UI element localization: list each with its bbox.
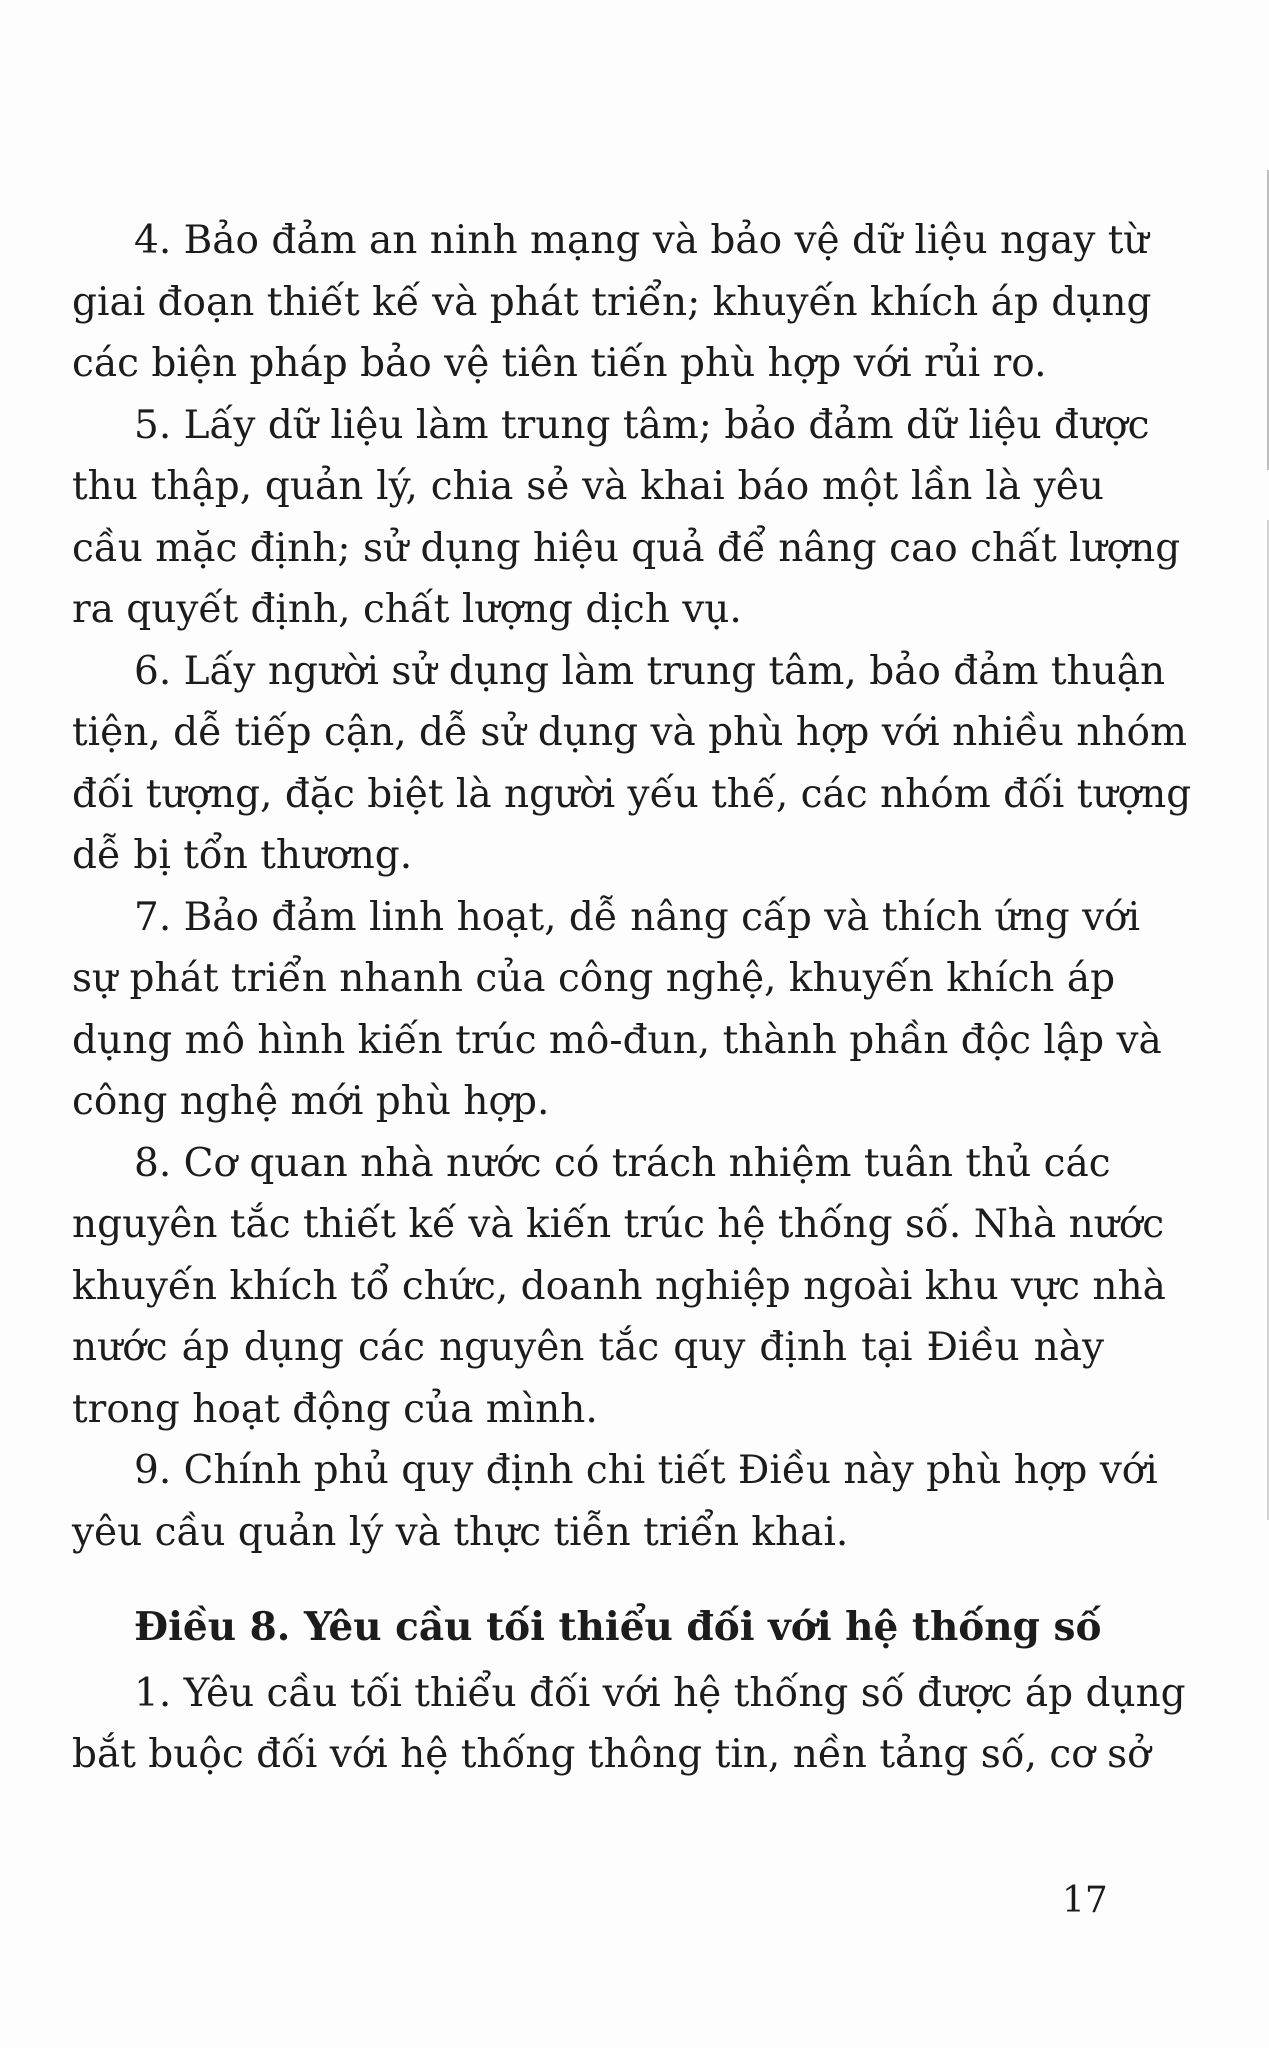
paragraph-article-8-item-1 [72, 1663, 1186, 1786]
text-line: công nghệ mới phù hợp. [72, 1079, 550, 1124]
text-line: thu thập, quản lý, chia sẻ và khai báo một lần là yêu [72, 464, 1104, 509]
text-line: giai đoạn thiết kế và phát triển; khuyến khích áp dụng [72, 279, 1152, 325]
text-line: khuyến khích tổ chức, doanh nghiệp ngoài khu vực nhà [72, 1263, 1166, 1309]
body-text [72, 210, 1192, 1786]
text-line: dụng mô hình kiến trúc mô-đun, thành phần độc lập và [72, 1017, 1162, 1063]
paragraph-item-8 [72, 1133, 1166, 1441]
paragraph-item-9 [72, 1440, 1158, 1563]
paragraph-item-5 [72, 395, 1181, 641]
text-line: ra quyết định, chất lượng dịch vụ. [72, 587, 742, 632]
paragraph-item-7 [72, 887, 1162, 1133]
text-line: các biện pháp bảo vệ tiên tiến phù hợp với rủi ro. [72, 341, 1047, 386]
text-line: đối tượng, đặc biệt là người yếu thế, các nhóm đối tượng [72, 771, 1192, 817]
text-line: cầu mặc định; sử dụng hiệu quả để nâng cao chất lượng [72, 525, 1181, 571]
text-line: nước áp dụng các nguyên tắc quy định tại Điều này [72, 1325, 1104, 1370]
text-line: 9. Chính phủ quy định chi tiết Điều này phù hợp với [134, 1448, 1158, 1493]
text-line: sự phát triển nhanh của công nghệ, khuyến khích áp [72, 956, 1116, 1001]
text-line: trong hoạt động của mình. [72, 1386, 598, 1432]
text-line: 7. Bảo đảm linh hoạt, dễ nâng cấp và thích ứng với [134, 894, 1141, 940]
text-line: dễ bị tổn thương. [72, 833, 413, 878]
paragraph-item-6 [72, 641, 1192, 887]
text-line: 6. Lấy người sử dụng làm trung tâm, bảo đảm thuận [134, 648, 1166, 694]
paragraph-item-4 [72, 210, 1152, 395]
article-heading: Điều 8. Yêu cầu tối thiểu đối với hệ thống số [134, 1604, 1102, 1650]
text-line: bắt buộc đối với hệ thống thông tin, nền tảng số, cơ sở [72, 1732, 1151, 1777]
text-line: yêu cầu quản lý và thực tiễn triển khai. [72, 1509, 849, 1555]
text-line: 4. Bảo đảm an ninh mạng và bảo vệ dữ liệu ngay từ [134, 218, 1149, 263]
text-line: nguyên tắc thiết kế và kiến trúc hệ thống số. Nhà nước [72, 1202, 1165, 1247]
text-line: 1. Yêu cầu tối thiểu đối với hệ thống số được áp dụng [134, 1670, 1186, 1716]
text-line: 5. Lấy dữ liệu làm trung tâm; bảo đảm dữ liệu được [134, 402, 1150, 448]
text-line: 8. Cơ quan nhà nước có trách nhiệm tuân thủ các [134, 1140, 1111, 1186]
text-line: tiện, dễ tiếp cận, dễ sử dụng và phù hợp với nhiều nhóm [72, 710, 1187, 755]
page-number: 17 [1062, 1880, 1108, 1921]
